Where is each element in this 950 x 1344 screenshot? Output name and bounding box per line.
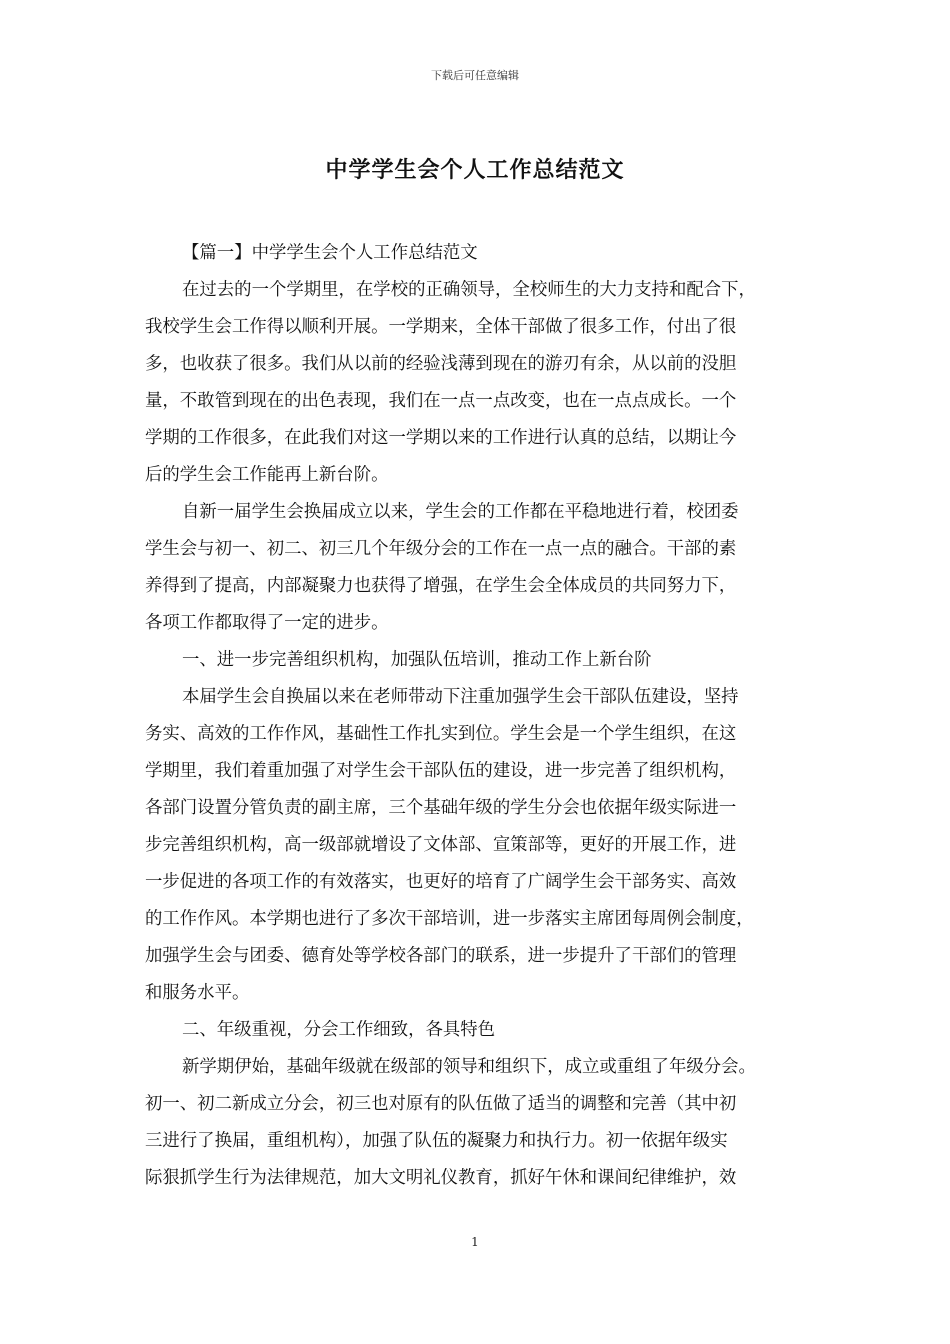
text-line: 步完善组织机构，高一级部就增设了文体部、宣策部等，更好的开展工作，进 <box>145 835 737 855</box>
text-line: 务实、高效的工作作风，基础性工作扎实到位。学生会是一个学生组织，在这 <box>145 724 737 744</box>
text-line: 一步促进的各项工作的有效落实，也更好的培育了广阔学生会干部务实、高效 <box>145 872 737 892</box>
text-line: 在过去的一个学期里，在学校的正确领导，全校师生的大力支持和配合下， <box>182 280 756 300</box>
text-line: 二、年级重视，分会工作细致，各具特色 <box>182 1020 496 1040</box>
text-line: 学期的工作很多，在此我们对这一学期以来的工作进行认真的总结，以期让今 <box>145 428 737 448</box>
text-line: 加强学生会与团委、德育处等学校各部门的联系，进一步提升了干部们的管理 <box>145 946 737 966</box>
text-line: 初一、初二新成立分会，初三也对原有的队伍做了适当的调整和完善（其中初 <box>145 1094 737 1114</box>
text-line: 三进行了换届，重组机构），加强了队伍的凝聚力和执行力。初一依据年级实 <box>145 1131 728 1151</box>
document-title: 中学学生会个人工作总结范文 <box>325 157 625 183</box>
text-line: 【篇一】中学学生会个人工作总结范文 <box>182 243 478 263</box>
text-line: 多，也收获了很多。我们从以前的经验浅薄到现在的游刃有余，从以前的没胆 <box>145 354 737 374</box>
text-line: 本届学生会自换届以来在老师带动下注重加强学生会干部队伍建设，坚持 <box>182 687 739 707</box>
document-body <box>145 235 805 1197</box>
text-line: 养得到了提高，内部凝聚力也获得了增强，在学生会全体成员的共同努力下， <box>145 576 737 596</box>
text-line: 际狠抓学生行为法律规范，加大文明礼仪教育，抓好午休和课间纪律维护，效 <box>145 1168 737 1188</box>
text-line: 新学期伊始，基础年级就在级部的领导和组织下，成立或重组了年级分会。 <box>182 1057 756 1077</box>
text-line: 量，不敢管到现在的出色表现，我们在一点一点改变，也在一点点成长。一个 <box>145 391 737 411</box>
text-line: 一、进一步完善组织机构，加强队伍培训，推动工作上新台阶 <box>182 650 652 670</box>
text-line: 自新一届学生会换届成立以来，学生会的工作都在平稳地进行着，校团委 <box>182 502 739 522</box>
text-line: 学生会与初一、初二、初三几个年级分会的工作在一点一点的融合。干部的素 <box>145 539 737 559</box>
text-line: 各部门设置分管负责的副主席，三个基础年级的学生分会也依据年级实际进一 <box>145 798 737 818</box>
text-line: 的工作作风。本学期也进行了多次干部培训，进一步落实主席团每周例会制度， <box>145 909 754 929</box>
page-header-note: 下载后可任意编辑 <box>431 69 519 82</box>
text-line: 后的学生会工作能再上新台阶。 <box>145 465 389 485</box>
text-line: 各项工作都取得了一定的进步。 <box>145 613 389 633</box>
text-line: 我校学生会工作得以顺利开展。一学期来，全体干部做了很多工作，付出了很 <box>145 317 737 337</box>
text-line: 学期里，我们着重加强了对学生会干部队伍的建设，进一步完善了组织机构， <box>145 761 737 781</box>
text-line: 和服务水平。 <box>145 983 250 1003</box>
page-number: 1 <box>471 1235 479 1249</box>
